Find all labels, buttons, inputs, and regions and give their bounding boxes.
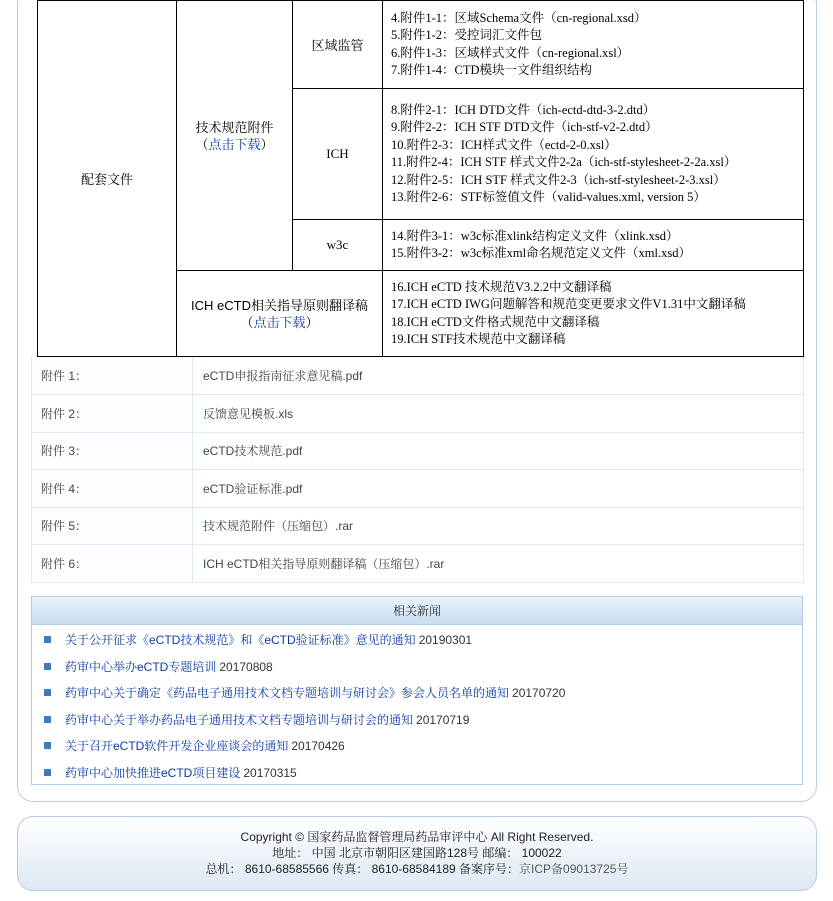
- news-date: 20190301: [418, 633, 473, 647]
- doc-item: 9.附件2-2：ICH STF DTD文件（ich-stf-v2-2.dtd）: [391, 120, 658, 134]
- doc-item: 18.ICH eCTD文件格式规范中文翻译稿: [391, 314, 600, 329]
- attachment-label: 附件 2：: [32, 395, 193, 433]
- related-news: [31, 596, 803, 785]
- tech-attach-cell: 技术规范附件 （点击下载）: [177, 1, 293, 271]
- group-name: 区域监管: [293, 1, 383, 89]
- group-items: [383, 1, 804, 89]
- attachment-label: 附件 3：: [32, 432, 193, 470]
- doc-item: 13.附件2-6：STF标签值文件（valid-values.xml, version 5）: [391, 190, 706, 204]
- news-link[interactable]: 药审中心关于确定《药品电子通用技术文档专题培训与研讨会》参会人员名单的通知: [65, 686, 510, 701]
- news-item: [32, 627, 802, 654]
- news-link[interactable]: 药审中心举办eCTD专题培训: [65, 659, 217, 674]
- news-link[interactable]: 药审中心加快推进eCTD项目建设: [65, 765, 241, 780]
- news-date: 20170315: [243, 765, 297, 780]
- attachment-file-link[interactable]: eCTD申报指南征求意见稿.pdf: [203, 369, 363, 383]
- news-link[interactable]: 关于公开征求《eCTD技术规范》和《eCTD验证标准》意见的通知: [65, 633, 416, 647]
- attachment-label: 附件 4：: [32, 470, 193, 508]
- documents-table: [37, 0, 804, 357]
- guide-items: [383, 271, 804, 357]
- square-bullet-icon: [44, 716, 51, 723]
- attachment-file-link[interactable]: eCTD技术规范.pdf: [203, 444, 303, 459]
- square-bullet-icon: [44, 742, 51, 749]
- news-item: [32, 654, 802, 681]
- attachment-row: [32, 395, 804, 433]
- doc-item: 6.附件1-3：区域样式文件（cn-regional.xsl）: [391, 45, 630, 60]
- news-title: 相关新闻: [32, 597, 802, 625]
- square-bullet-icon: [44, 689, 51, 696]
- attachments-table: [31, 357, 804, 583]
- attachment-file-link[interactable]: 反馈意见模板.xls: [203, 406, 294, 421]
- square-bullet-icon: [44, 663, 51, 670]
- footer-address: 地址： 中国 北京市朝阳区建国路128号 邮编： 100022: [272, 846, 562, 860]
- footer-contacts: 总机： 8610-68585566 传真： 8610-68584189 备案序号：京ICP备09013725号: [205, 862, 629, 876]
- news-date: 20170808: [219, 659, 273, 674]
- site-footer: [17, 816, 817, 891]
- doc-item: 19.ICH STF技术规范中文翻译稿: [391, 332, 566, 346]
- square-bullet-icon: [44, 636, 51, 643]
- doc-item: 15.附件3-2：w3c标准xml命名规范定义文件（xml.xsd）: [391, 246, 691, 260]
- news-item: [32, 707, 802, 734]
- attachment-label: 附件 1：: [32, 357, 193, 395]
- doc-item: 10.附件2-3：ICH样式文件（ectd-2-0.xsl）: [391, 137, 617, 152]
- attachment-row: [32, 357, 804, 395]
- doc-item: 4.附件1-1：区域Schema文件（cn-regional.xsd）: [391, 10, 647, 25]
- attachment-file-link[interactable]: eCTD验证标准.pdf: [203, 481, 303, 496]
- group-items: [383, 89, 804, 220]
- news-date: 20170720: [512, 686, 566, 701]
- attachment-row: [32, 470, 804, 508]
- doc-item: 5.附件1-2：受控词汇文件包: [391, 28, 543, 42]
- icp-link[interactable]: 京ICP备09013725号: [519, 862, 629, 876]
- news-item: [32, 760, 802, 787]
- guide-download-link[interactable]: 点击下载: [253, 314, 306, 330]
- doc-item: 14.附件3-1：w3c标准xlink结构定义文件（xlink.xsd）: [391, 228, 679, 243]
- attachment-row: [32, 545, 804, 583]
- news-date: 20170719: [416, 712, 470, 727]
- group-name: w3c: [293, 220, 383, 271]
- footer-copyright: Copyright © 国家药品监督管理局药品审评中心 All Right Reserved.: [240, 830, 594, 844]
- attachment-label: 附件 5：: [32, 507, 193, 545]
- attachment-file-link[interactable]: 技术规范附件（压缩包）.rar: [203, 519, 354, 534]
- attachment-row: [32, 507, 804, 545]
- group-items: [383, 220, 804, 271]
- doc-item: 7.附件1-4：CTD模块一文件组织结构: [391, 63, 593, 77]
- news-date: 20170426: [291, 739, 345, 754]
- news-item: [32, 680, 802, 707]
- doc-item: 17.ICH eCTD IWG问题解答和规范变更要求文件V1.31中文翻译稿: [391, 297, 746, 311]
- attachment-label: 附件 6：: [32, 545, 193, 583]
- news-item: [32, 733, 802, 760]
- doc-item: 12.附件2-5：ICH STF 样式文件2-3（ich-stf-stylesheet-2-3.xsl）: [391, 172, 726, 187]
- news-list: [32, 625, 802, 787]
- doc-item: 8.附件2-1：ICH DTD文件（ich-ectd-dtd-3-2.dtd）: [391, 102, 656, 117]
- tech-attach-download-link[interactable]: 点击下载: [208, 136, 261, 152]
- news-link[interactable]: 药审中心关于举办药品电子通用技术文档专题培训与研讨会的通知: [65, 712, 414, 727]
- group-name: ICH: [293, 89, 383, 220]
- doc-item: 16.ICH eCTD 技术规范V3.2.2中文翻译稿: [391, 279, 612, 294]
- attachment-file-link[interactable]: ICH eCTD相关指导原则翻译稿（压缩包）.rar: [203, 556, 445, 571]
- guide-cell: ICH eCTD相关指导原则翻译稿 （点击下载）: [177, 271, 383, 357]
- attachment-row: [32, 432, 804, 470]
- category-cell: 配套文件: [38, 1, 177, 357]
- news-link[interactable]: 关于召开eCTD软件开发企业座谈会的通知: [65, 739, 289, 754]
- doc-item: 11.附件2-4：ICH STF 样式文件2-2a（ich-stf-stylesheet-2-2a.xsl）: [391, 155, 737, 169]
- square-bullet-icon: [44, 769, 51, 776]
